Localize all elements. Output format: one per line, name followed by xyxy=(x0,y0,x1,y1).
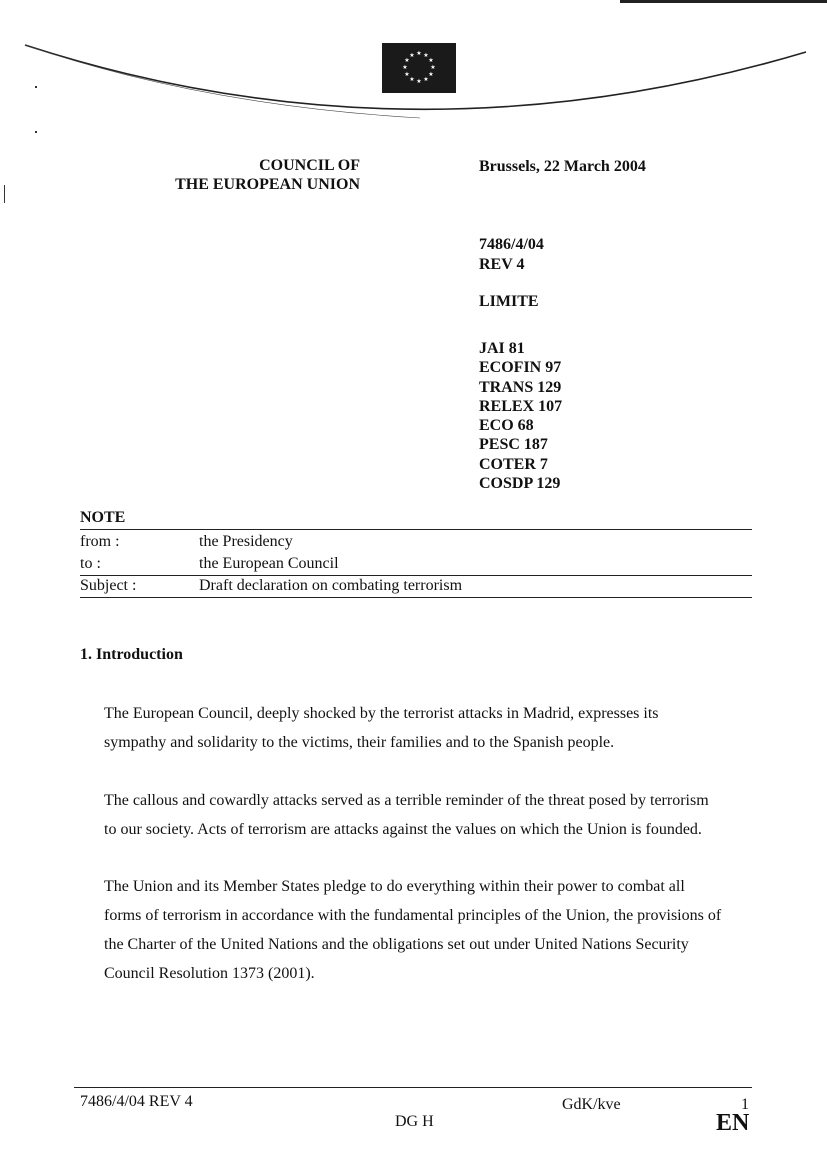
distribution-code: COTER 7 xyxy=(479,455,548,473)
scan-speck xyxy=(35,131,37,133)
from-label: from : xyxy=(80,533,120,550)
page-number: 1 xyxy=(741,1096,749,1113)
scan-mark xyxy=(4,185,5,203)
subject-label: Subject : xyxy=(80,577,137,594)
classification-label: LIMITE xyxy=(479,293,539,310)
paragraph-line: to our society. Acts of terrorism are attacks against the values on which the Union is founded. xyxy=(104,821,702,838)
svg-text:★: ★ xyxy=(404,71,410,78)
council-name-line2: THE EUROPEAN UNION xyxy=(175,176,360,193)
note-mid-rule xyxy=(80,575,752,576)
paragraph-line: Council Resolution 1373 (2001). xyxy=(104,965,315,982)
footer-dg: DG H xyxy=(395,1113,434,1130)
document-revision: REV 4 xyxy=(479,256,525,273)
distribution-code: PESC 187 xyxy=(479,436,548,454)
footer-doc-ref: 7486/4/04 REV 4 xyxy=(80,1093,193,1110)
distribution-code: ECO 68 xyxy=(479,417,534,435)
footer-initials: GdK/kve xyxy=(562,1096,621,1113)
svg-text:★: ★ xyxy=(409,52,415,59)
note-title: NOTE xyxy=(80,509,126,526)
footer-rule xyxy=(74,1087,752,1088)
svg-text:★: ★ xyxy=(428,71,434,78)
paragraph-line: The Union and its Member States pledge to do everything within their power to combat all xyxy=(104,878,685,895)
paragraph-line: forms of terrorism in accordance with the fundamental principles of the Union, the provisions of xyxy=(104,907,722,924)
distribution-code: JAI 81 xyxy=(479,340,525,357)
distribution-code: RELEX 107 xyxy=(479,397,563,415)
svg-text:★: ★ xyxy=(416,78,422,85)
body-paragraph-2 xyxy=(104,786,764,844)
svg-text:★: ★ xyxy=(404,57,410,64)
to-label: to : xyxy=(80,555,101,572)
body-paragraph-1 xyxy=(104,699,764,757)
distribution-codes-list xyxy=(479,339,562,493)
from-value: the Presidency xyxy=(199,533,293,550)
svg-text:★: ★ xyxy=(423,76,429,83)
paragraph-line: The European Council, deeply shocked by the terrorist attacks in Madrid, expresses its xyxy=(104,705,659,722)
eu-stars-icon xyxy=(382,43,456,93)
council-name-line1: COUNCIL OF xyxy=(259,157,360,174)
distribution-code: TRANS 129 xyxy=(479,378,562,396)
to-value: the European Council xyxy=(199,555,339,572)
distribution-code: ECOFIN 97 xyxy=(479,359,562,377)
document-date: Brussels, 22 March 2004 xyxy=(479,158,646,175)
paragraph-line: sympathy and solidarity to the victims, their families and to the Spanish people. xyxy=(104,734,615,751)
document-number: 7486/4/04 xyxy=(479,236,544,253)
note-top-rule xyxy=(80,529,752,530)
scan-speck xyxy=(35,86,37,88)
body-paragraph-3 xyxy=(104,872,764,988)
paragraph-line: The callous and cowardly attacks served as a terrible reminder of the threat posed by terrorism xyxy=(104,792,709,809)
distribution-code: COSDP 129 xyxy=(479,475,561,493)
svg-text:★: ★ xyxy=(430,64,436,71)
section-heading: 1. Introduction xyxy=(80,646,183,663)
document-reference xyxy=(479,235,544,275)
svg-text:★: ★ xyxy=(416,50,422,57)
svg-text:★: ★ xyxy=(409,76,415,83)
paragraph-line: the Charter of the United Nations and the obligations set out under United Nations Security xyxy=(104,936,689,953)
svg-text:★: ★ xyxy=(428,57,434,64)
language-code: EN xyxy=(716,1110,750,1136)
council-name xyxy=(160,156,360,194)
eu-flag-logo xyxy=(382,43,456,93)
subject-value: Draft declaration on combating terrorism xyxy=(199,577,463,594)
svg-text:★: ★ xyxy=(402,64,408,71)
note-bottom-rule xyxy=(80,597,752,598)
svg-text:★: ★ xyxy=(423,52,429,59)
